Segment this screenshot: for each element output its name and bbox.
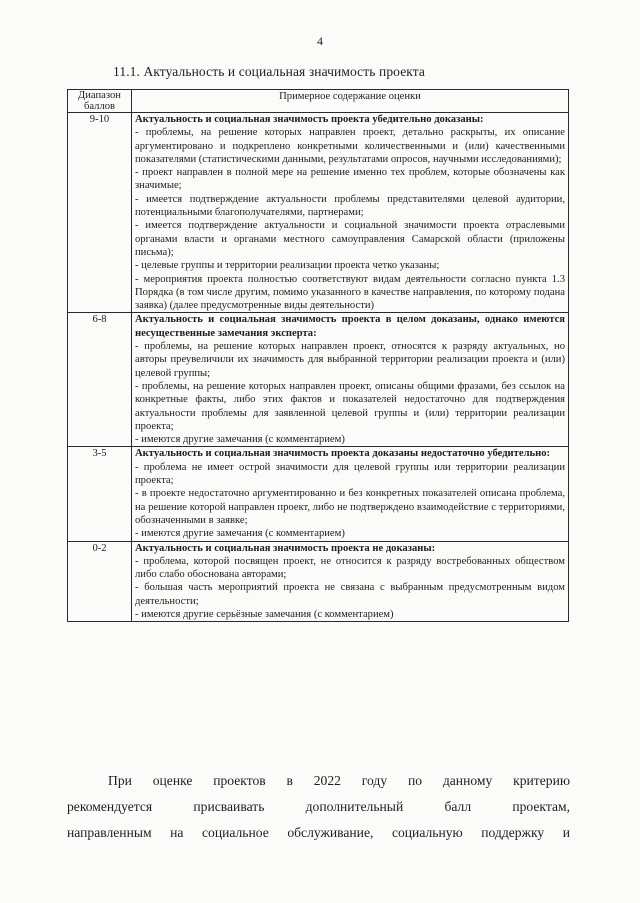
assessment-lead: Актуальность и социальная значимость проекта убедительно доказаны:	[135, 114, 484, 125]
assessment-item: - целевые группы и территории реализации проекта четко указаны;	[135, 260, 440, 272]
assessment-content	[132, 541, 569, 622]
assessment-item: - проблема не имеет острой значимости для целевой группы или территории реализации проекта;	[135, 461, 565, 487]
criteria-table	[67, 89, 569, 622]
paragraph-line-2: рекомендуется присваивать дополнительный балл проектам,	[67, 799, 570, 814]
assessment-lead: Актуальность и социальная значимость проекта доказаны недостаточно убедительно:	[135, 448, 551, 460]
assessment-item: - мероприятия проекта полностью соответствуют видам деятельности согласно пункта 1.3 Порядка (в том числе другим, помимо указанного в качестве направления, по которому подана заявка) (далее предусмотренные виды деятельности)	[135, 273, 565, 312]
page-number: 4	[317, 34, 323, 48]
assessment-content	[132, 447, 569, 541]
header-content: Примерное содержание оценки	[132, 90, 569, 113]
table-row	[68, 313, 569, 447]
assessment-item: - проект направлен в полной мере на решение именно тех проблем, которые обозначены как значимые;	[135, 167, 565, 192]
assessment-lead: Актуальность и социальная значимость проекта не доказаны:	[135, 542, 436, 554]
table-row	[68, 447, 569, 541]
assessment-item: - имеются другие замечания (с комментарием)	[135, 434, 345, 446]
assessment-content	[132, 313, 569, 447]
assessment-item: - имеются другие серьёзные замечания (с комментарием)	[135, 608, 394, 620]
assessment-content	[132, 113, 569, 313]
section-title: 11.1. Актуальность и социальная значимость проекта	[113, 64, 426, 79]
criteria-body	[68, 113, 569, 622]
assessment-item: - проблемы, на решение которых направлен проект, детально раскрыты, их описание аргументировано и подкреплено конкретными количественными и (или) качественными показателями (статистическими данными, результатами опросов, научными исследованиями);	[135, 127, 565, 165]
score-range: 3-5	[68, 447, 132, 541]
paragraph-line-3: направленным на социальное обслуживание, социальную поддержку и	[67, 825, 570, 840]
assessment-item: - в проекте недостаточно аргументированно и без конкретных показателей описана проблема, на решение которой направлен проект, либо не подтверждено взаимодействие с территориями, обозначенными в заявке;	[135, 488, 565, 526]
table-row	[68, 113, 569, 313]
assessment-item: - имеется подтверждение актуальности и социальной значимости проекта отраслевыми органами власти и органами местного самоуправления Самарской области (приложены письма);	[135, 220, 565, 258]
score-range: 6-8	[68, 313, 132, 447]
assessment-lead: Актуальность и социальная значимость проекта в целом доказаны, однако имеются несущественные замечания эксперта:	[135, 314, 565, 339]
assessment-item: - имеются другие замечания (с комментарием)	[135, 528, 345, 540]
header-range: Диапазон баллов	[68, 90, 132, 113]
assessment-item: - большая часть мероприятий проекта не связана с выбранным предусмотренным видом деятельности;	[135, 582, 565, 607]
assessment-item: - имеется подтверждение актуальности проблемы представителями целевой аудитории, потенциальными благополучателями, партнерами;	[135, 193, 565, 219]
assessment-item: - проблемы, на решение которых направлен проект, описаны общими фразами, без ссылок на конкретные факты, либо этих фактов и показателей недостаточно для подтверждения актуальности проблемы для заявленной целевой группы и (или) территории реализации проекта;	[135, 380, 565, 432]
score-range: 9-10	[68, 113, 132, 313]
score-range: 0-2	[68, 541, 132, 622]
table-row	[68, 541, 569, 622]
table-header-row	[68, 90, 569, 113]
assessment-item: - проблемы, на решение которых направлен проект, относятся к разряду актуальных, но авторы преувеличили их значимость для выбранной территории реализации проекта и (или) целевой группы;	[135, 341, 565, 379]
assessment-item: - проблема, которой посвящен проект, не относится к разряду востребованных обществом либо слабо обоснована авторами;	[135, 555, 565, 581]
paragraph-line-1: При оценке проектов в 2022 году по данному критерию	[108, 773, 570, 788]
